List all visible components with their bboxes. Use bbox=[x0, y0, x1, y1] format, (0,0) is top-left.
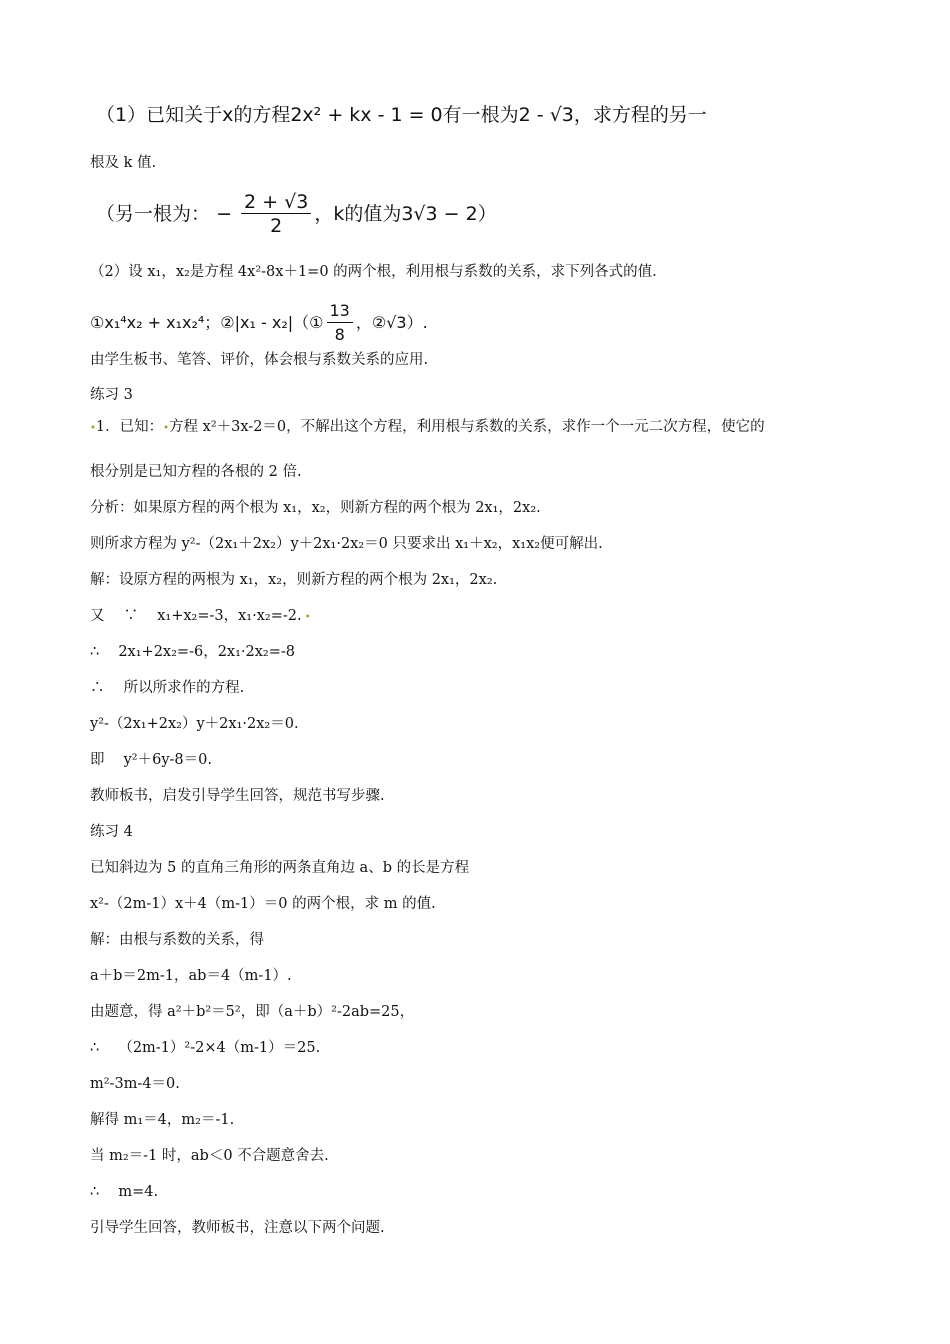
q2-answer-close: ）. bbox=[406, 313, 428, 332]
therefore-line-2: ∴ 所以所求作的方程. bbox=[90, 680, 245, 696]
practice-3-question-2: 根分别是已知方程的各根的 2 倍. bbox=[90, 464, 302, 480]
equation-line: y²-（2x₁+2x₂）y＋2x₁·2x₂＝0. bbox=[90, 716, 299, 732]
q1-answer-k: 3√3 − 2 bbox=[401, 203, 478, 225]
practice-4-step-2: 由题意，得 a²＋b²＝5²，即（a＋b）²-2ab=25， bbox=[90, 1004, 415, 1020]
teacher-line: 教师板书，启发引导学生回答，规范书写步骤. bbox=[90, 788, 385, 804]
q2-sep: ；② bbox=[204, 313, 235, 332]
line-l1: 由学生板书、笔答、评价，体会根与系数关系的应用. bbox=[90, 352, 429, 368]
q1-mid: 有一根为 bbox=[442, 104, 519, 126]
q2-expressions bbox=[90, 300, 428, 347]
q2-answer-num: 13 bbox=[327, 300, 353, 323]
q2-answer-2: √3 bbox=[386, 313, 407, 332]
q1-answer-prefix: （另一根为： bbox=[96, 203, 211, 225]
again-text: 又 ∵ x₁+x₂=-3，x₁·x₂=-2. bbox=[90, 608, 302, 624]
practice-4-step-1: a＋b＝2m-1，ab＝4（m-1）. bbox=[90, 968, 292, 984]
q1-suffix: ，求方程的另一 bbox=[573, 104, 707, 126]
q1-answer-suffix: ） bbox=[477, 203, 497, 225]
practice-3-question bbox=[90, 417, 765, 439]
q2-answer-den: 8 bbox=[334, 325, 345, 344]
q1-equation: 2x² + kx - 1 = 0 bbox=[290, 104, 443, 126]
q2-answer-mid: ，② bbox=[355, 313, 387, 332]
marker-dot: • bbox=[90, 423, 96, 434]
marker-dot: • bbox=[163, 423, 170, 434]
q2-answer-fraction bbox=[327, 300, 353, 347]
ie-line: 即 y²＋6y-8＝0. bbox=[90, 752, 212, 768]
practice-4-step-5: 解得 m₁＝4，m₂＝-1. bbox=[90, 1112, 235, 1128]
then-line: 则所求方程为 y²-（2x₁＋2x₂）y＋2x₁·2x₂＝0 只要求出 x₁＋x₂，x₁x₂便可解出. bbox=[90, 536, 603, 552]
practice-3-question-a: 1．已知： bbox=[95, 419, 164, 435]
practice-4-step-7: ∴ m=4. bbox=[90, 1184, 159, 1200]
q1-root: 2 - √3 bbox=[518, 104, 574, 126]
q1-answer-frac-den: 2 bbox=[270, 215, 283, 237]
q2-answer-open: （① bbox=[293, 313, 324, 332]
q1-answer bbox=[96, 190, 497, 238]
practice-4-question-2: x²-（2m-1）x＋4（m-1）＝0 的两个根，求 m 的值. bbox=[90, 896, 436, 912]
q1-answer-frac-num: 2 + √3 bbox=[241, 191, 311, 214]
q2-expr-1: x₁⁴x₂ + x₁x₂⁴ bbox=[104, 313, 205, 332]
practice-4-question-1: 已知斜边为 5 的直角三角形的两条直角边 a、b 的长是方程 bbox=[90, 860, 470, 876]
q1-answer-neg: − bbox=[216, 203, 232, 225]
marker-dot: • bbox=[301, 612, 311, 623]
q1-prefix: （1）已知关于x的方程 bbox=[96, 104, 291, 126]
practice-4-heading: 练习 4 bbox=[90, 824, 133, 840]
q2-text: （2）设 x₁，x₂是方程 4x²-8x＋1=0 的两个根，利用根与系数的关系，求下列各式的值. bbox=[90, 264, 657, 280]
q2-circle-1: ① bbox=[90, 313, 105, 332]
solution-line: 解：设原方程的两根为 x₁，x₂，则新方程的两个根为 2x₁，2x₂. bbox=[90, 572, 498, 588]
q1-line2: 根及 k 值. bbox=[90, 155, 157, 171]
practice-3-question-b: 方程 x²＋3x-2＝0，不解出这个方程，利用根与系数的关系，求作一个一元二次方程，使它的 bbox=[169, 419, 765, 435]
practice-4-step-6: 当 m₂＝-1 时，ab＜0 不合题意舍去. bbox=[90, 1148, 329, 1164]
practice-4-solution: 解：由根与系数的关系，得 bbox=[90, 932, 264, 948]
practice-3-heading: 练习 3 bbox=[90, 387, 133, 403]
therefore-line-1: ∴ 2x₁+2x₂=-6，2x₁·2x₂=-8 bbox=[90, 644, 296, 660]
practice-4-step-8: 引导学生回答，教师板书，注意以下两个问题. bbox=[90, 1220, 385, 1236]
q1-answer-mid: ，k的值为 bbox=[314, 203, 402, 225]
again-line bbox=[90, 606, 311, 628]
analysis: 分析：如果原方程的两个根为 x₁，x₂，则新方程的两个根为 2x₁，2x₂. bbox=[90, 500, 541, 516]
q1-line bbox=[96, 102, 707, 128]
practice-4-step-4: m²-3m-4＝0. bbox=[90, 1076, 180, 1092]
q1-answer-fraction bbox=[241, 191, 311, 238]
q2-expr-2: |x₁ - x₂| bbox=[234, 313, 294, 332]
practice-4-step-3: ∴ （2m-1）²-2×4（m-1）＝25. bbox=[90, 1040, 321, 1056]
